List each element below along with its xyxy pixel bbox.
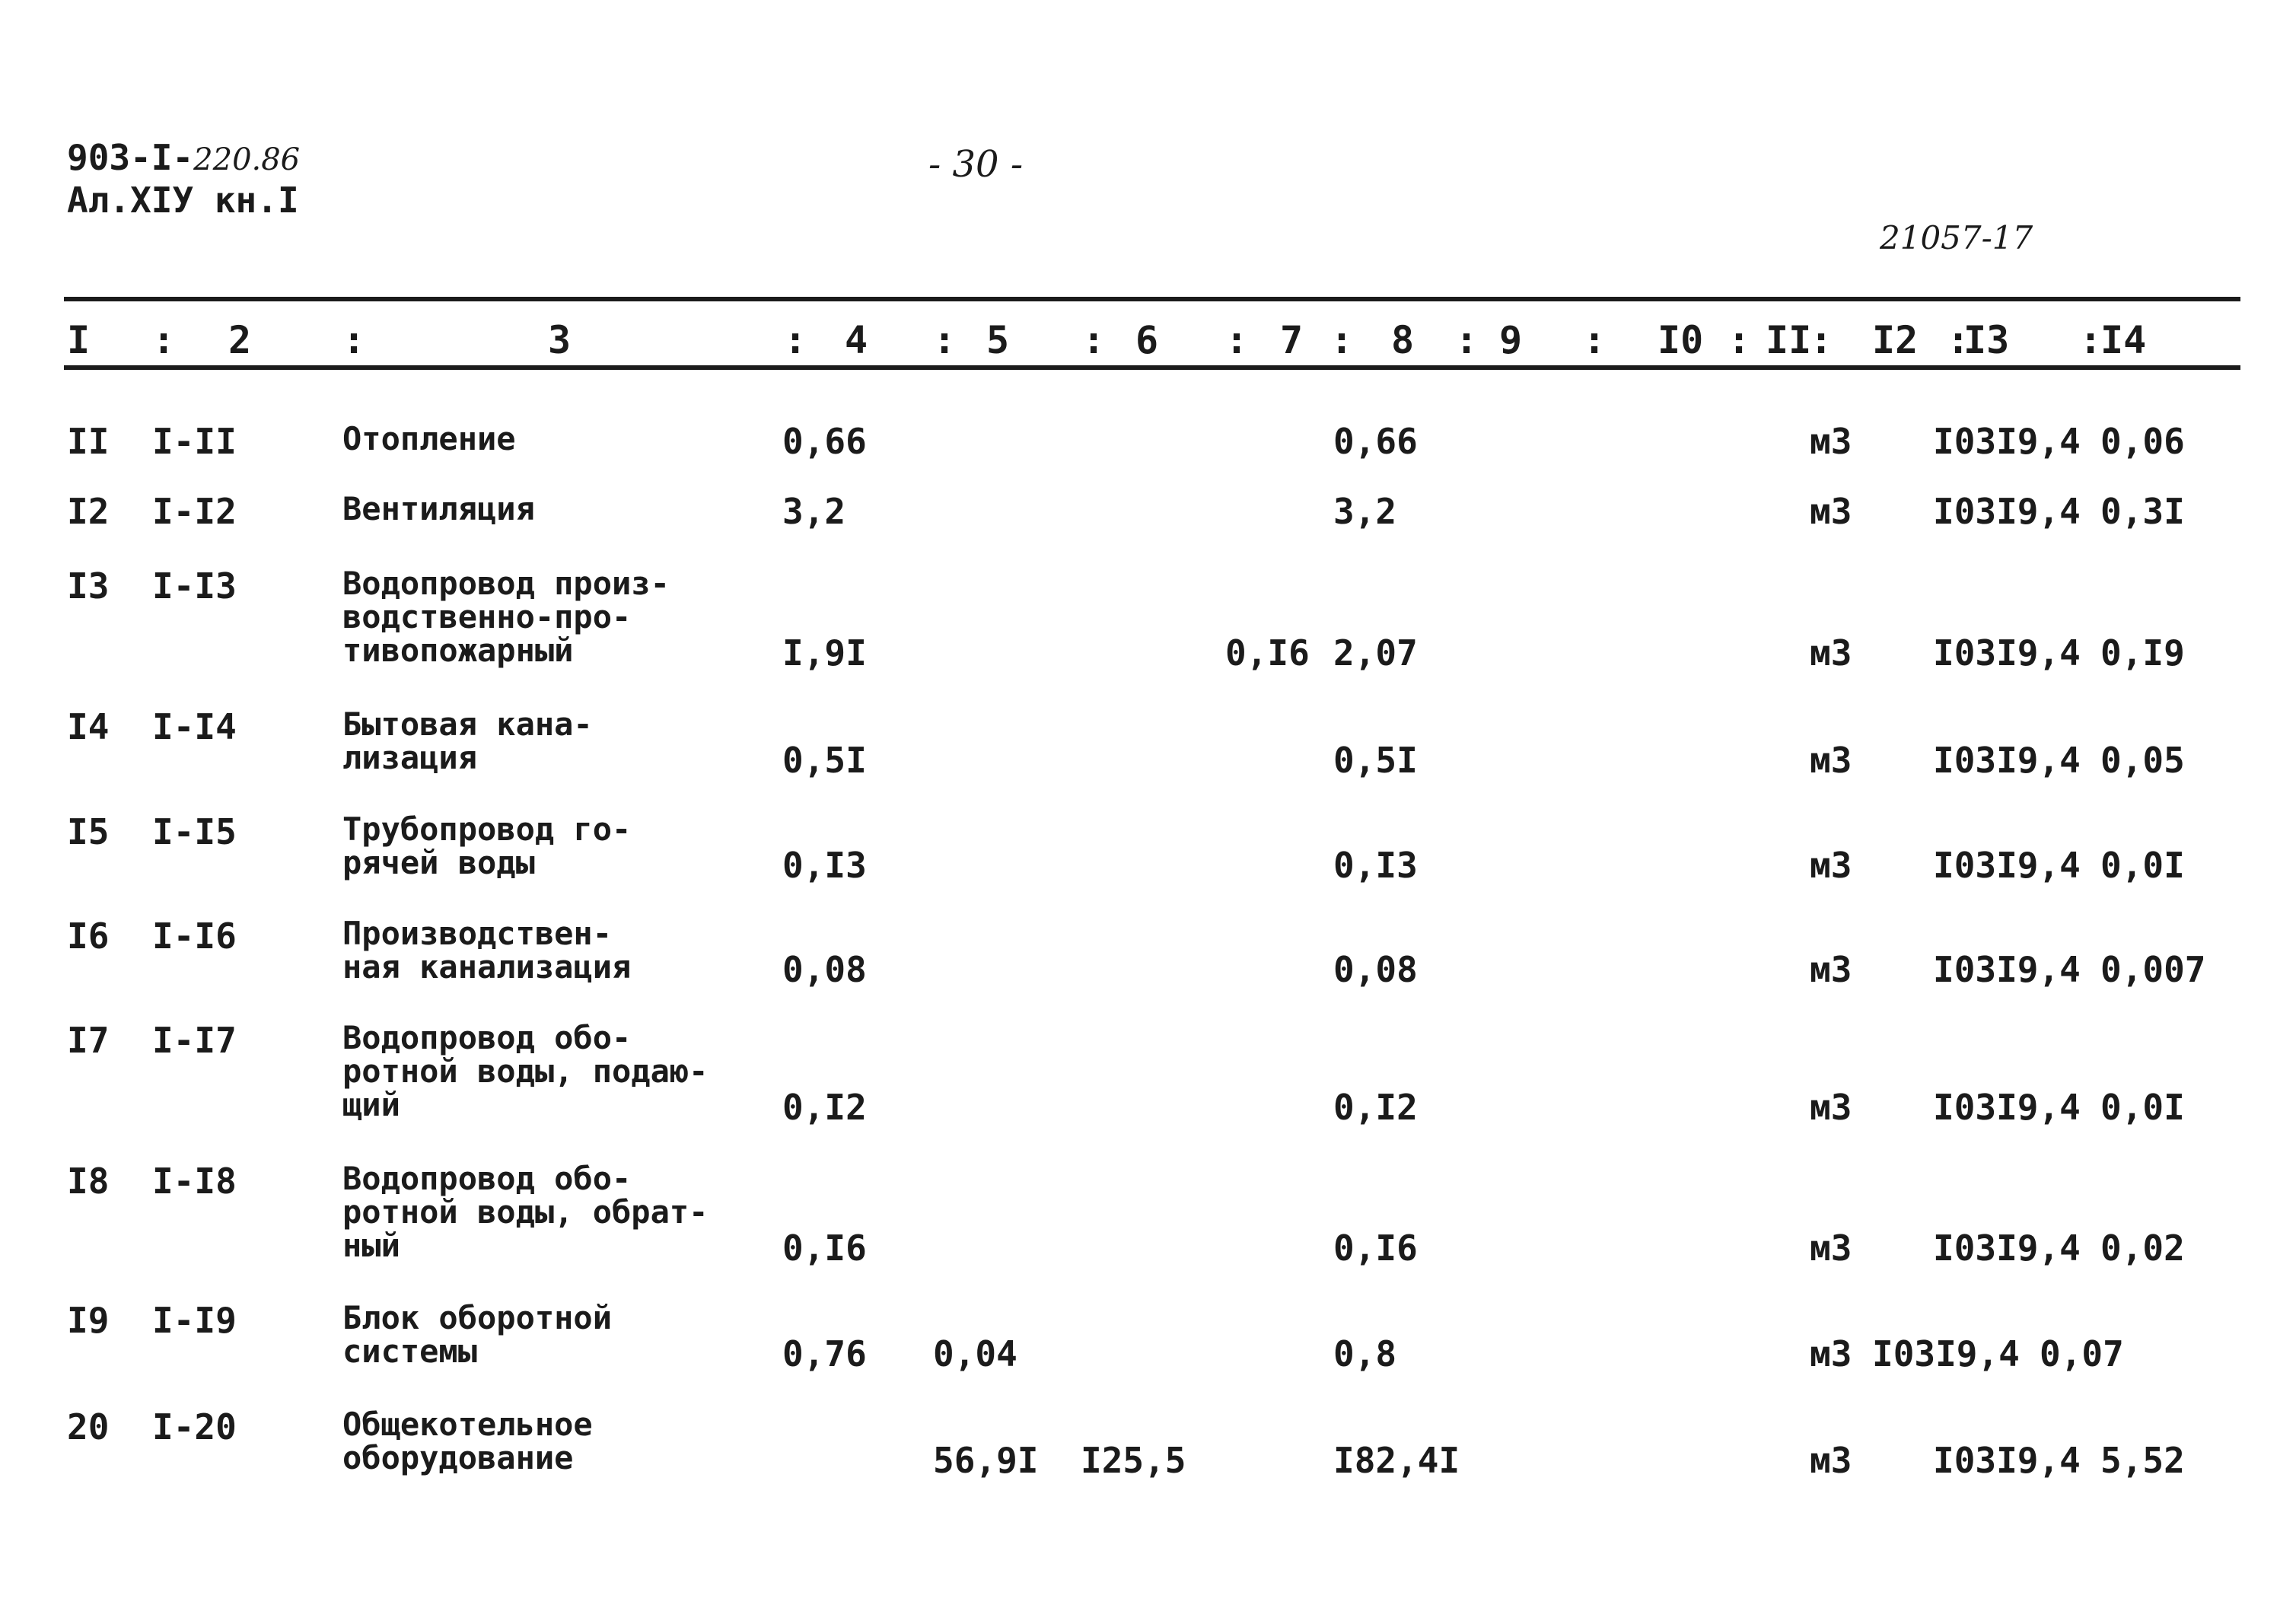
row-description-line: Водопровод обо-	[342, 1160, 632, 1197]
column-separator: :	[1225, 318, 1249, 362]
column-separator: :	[1455, 318, 1479, 362]
column-header-6: 6	[1135, 318, 1159, 362]
unit-value: м3	[1810, 491, 1852, 532]
column-header-7: 7	[1280, 318, 1304, 362]
column-separator: :	[342, 318, 366, 362]
row-description-line: Водопровод обо-	[342, 1019, 632, 1056]
col14-value: 0,3I	[2100, 491, 2185, 532]
row-description-line: Водопровод произ-	[342, 565, 670, 602]
col13-value: I03I9,4	[1933, 632, 2081, 674]
column-header-11: II	[1766, 318, 1812, 362]
column-separator: :	[1728, 318, 1751, 362]
column-header-14: I4	[2100, 318, 2147, 362]
unit-value: м3	[1810, 740, 1852, 781]
row-description-line: Общекотельное	[342, 1406, 593, 1443]
row-code: I-I7	[152, 1020, 237, 1061]
row-code: I-I9	[152, 1300, 237, 1341]
column-separator: :	[1082, 318, 1106, 362]
col5-value: 0,04	[933, 1333, 1017, 1374]
row-description-line: тивопожарный	[342, 632, 574, 669]
col6-value: I25,5	[1081, 1440, 1186, 1481]
col4-value: 0,5I	[782, 740, 867, 781]
column-header-5: 5	[986, 318, 1010, 362]
col4-value: 0,66	[782, 421, 867, 462]
row-number: 20	[67, 1406, 110, 1447]
unit-value: м3	[1810, 1228, 1852, 1269]
row-description-line: Вентиляция	[342, 490, 535, 527]
col13-value: I03I9,4	[1872, 1333, 2020, 1374]
row-number: II	[67, 421, 110, 462]
col4-value: I,9I	[782, 632, 867, 674]
column-separator: :	[784, 318, 807, 362]
col14-value: 0,0I	[2100, 845, 2185, 886]
row-description-line: оборудование	[342, 1439, 574, 1476]
document-code-printed: 903-I-	[67, 137, 194, 178]
unit-value: м3	[1810, 1087, 1852, 1128]
col8-value: 0,I3	[1333, 845, 1418, 886]
row-description-line: рячей воды	[342, 844, 535, 881]
col13-value: I03I9,4	[1933, 1440, 2081, 1481]
column-header-8: 8	[1391, 318, 1415, 362]
row-code: I-20	[152, 1406, 237, 1447]
row-code: I-II	[152, 421, 237, 462]
col5-value: 56,9I	[933, 1440, 1039, 1481]
row-number: I7	[67, 1020, 110, 1061]
column-separator: :	[1947, 318, 1970, 362]
col14-value: 0,06	[2100, 421, 2185, 462]
col4-value: 0,76	[782, 1333, 867, 1374]
column-header-13: I3	[1963, 318, 2010, 362]
unit-value: м3	[1810, 1333, 1852, 1374]
row-description-line: Отопление	[342, 420, 516, 457]
col8-value: 2,07	[1333, 632, 1418, 674]
col14-value: 0,I9	[2100, 632, 2185, 674]
page-number: - 30 -	[928, 143, 1024, 186]
col14-value: 5,52	[2100, 1440, 2185, 1481]
col14-value: 0,0I	[2100, 1087, 2185, 1128]
col8-value: 0,66	[1333, 421, 1418, 462]
row-description-line: лизация	[342, 739, 478, 776]
row-number: I5	[67, 811, 110, 852]
row-description-line: ротной воды, обрат-	[342, 1193, 709, 1231]
col13-value: I03I9,4	[1933, 421, 2081, 462]
row-description-line: ная канализация	[342, 948, 632, 986]
row-description-line: ротной воды, подаю-	[342, 1053, 709, 1090]
column-header-9: 9	[1499, 318, 1523, 362]
col8-value: 0,5I	[1333, 740, 1418, 781]
col8-value: 0,I6	[1333, 1228, 1418, 1269]
row-number: I4	[67, 706, 110, 747]
document-code-handwritten: 220.86	[193, 142, 301, 177]
column-header-2: 2	[228, 318, 252, 362]
col14-value: 0,07	[2040, 1333, 2124, 1374]
document-code	[67, 139, 300, 179]
col4-value: 0,I3	[782, 845, 867, 886]
row-description-line: системы	[342, 1333, 478, 1370]
row-number: I3	[67, 565, 110, 607]
col4-value: 3,2	[782, 491, 846, 532]
row-code: I-I5	[152, 811, 237, 852]
column-header-12: I2	[1872, 318, 1919, 362]
row-code: I-I2	[152, 491, 237, 532]
col13-value: I03I9,4	[1933, 491, 2081, 532]
row-number: I8	[67, 1161, 110, 1202]
row-code: I-I3	[152, 565, 237, 607]
col13-value: I03I9,4	[1933, 1228, 2081, 1269]
col8-value: I82,4I	[1333, 1440, 1460, 1481]
unit-value: м3	[1810, 845, 1852, 886]
col13-value: I03I9,4	[1933, 949, 2081, 990]
unit-value: м3	[1810, 1440, 1852, 1481]
row-code: I-I6	[152, 916, 237, 957]
col4-value: 0,I6	[782, 1228, 867, 1269]
col8-value: 3,2	[1333, 491, 1397, 532]
column-separator: :	[933, 318, 957, 362]
column-header-3: 3	[548, 318, 572, 362]
col4-value: 0,I2	[782, 1087, 867, 1128]
unit-value: м3	[1810, 421, 1852, 462]
column-separator: :	[1810, 318, 1833, 362]
col8-value: 0,I2	[1333, 1087, 1418, 1128]
row-number: I9	[67, 1300, 110, 1341]
col8-value: 0,08	[1333, 949, 1418, 990]
row-description-line: щий	[342, 1086, 400, 1123]
unit-value: м3	[1810, 632, 1852, 674]
col13-value: I03I9,4	[1933, 1087, 2081, 1128]
table-top-rule	[64, 297, 2240, 301]
col7-value: 0,I6	[1225, 632, 1310, 674]
col8-value: 0,8	[1333, 1333, 1397, 1374]
row-number: I2	[67, 491, 110, 532]
col14-value: 0,007	[2100, 949, 2206, 990]
row-description-line: Блок оборотной	[342, 1299, 613, 1336]
column-separator: :	[1583, 318, 1607, 362]
column-separator: :	[2079, 318, 2103, 362]
row-description-line: ный	[342, 1227, 400, 1264]
col13-value: I03I9,4	[1933, 740, 2081, 781]
row-description-line: Бытовая кана-	[342, 705, 593, 743]
row-code: I-I8	[152, 1161, 237, 1202]
col14-value: 0,02	[2100, 1228, 2185, 1269]
row-code: I-I4	[152, 706, 237, 747]
row-description-line: водственно-про-	[342, 598, 632, 635]
column-separator: :	[1330, 318, 1354, 362]
unit-value: м3	[1810, 949, 1852, 990]
table-header-rule	[64, 365, 2240, 370]
col14-value: 0,05	[2100, 740, 2185, 781]
column-header-4: 4	[845, 318, 868, 362]
row-description-line: Производствен-	[342, 915, 613, 952]
col13-value: I03I9,4	[1933, 845, 2081, 886]
col4-value: 0,08	[782, 949, 867, 990]
sheet-number: 21057-17	[1880, 219, 2033, 256]
row-number: I6	[67, 916, 110, 957]
column-header-1: I	[67, 318, 91, 362]
row-description-line: Трубопровод го-	[342, 810, 632, 848]
album-book-label: Ал.XIУ кн.I	[67, 180, 299, 221]
column-header-10: I0	[1658, 318, 1704, 362]
column-separator: :	[152, 318, 176, 362]
